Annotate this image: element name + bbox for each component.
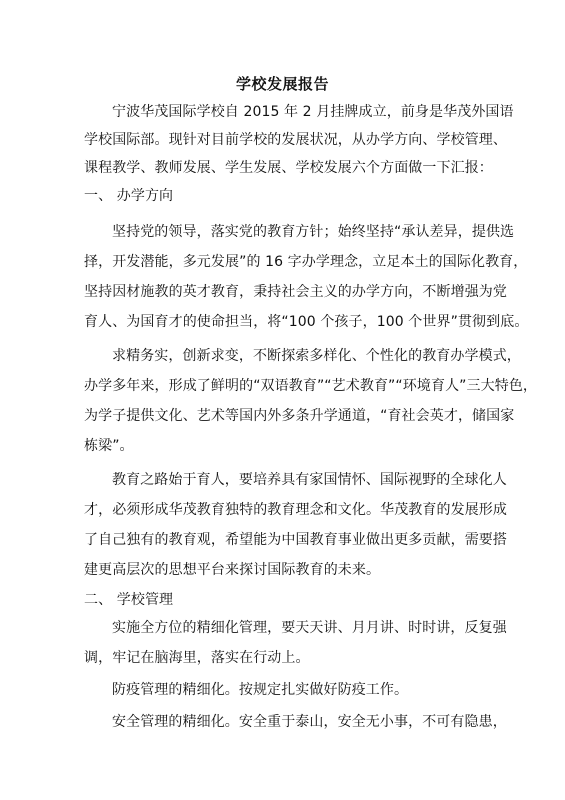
paragraph-line: 教育之路始于育人，要培养具有家国情怀、国际视野的全球化人 xyxy=(112,472,507,488)
paragraph-line: 为学子提供文化、艺术等国内外多条升学通道，“育社会英才，储国家 xyxy=(84,408,515,424)
paragraph-line: 栋梁”。 xyxy=(84,438,134,454)
paragraph-line: 坚持因材施教的英才教育，秉持社会主义的办学方向，不断增强为党 xyxy=(84,284,507,300)
paragraph-line: 办学多年来，形成了鲜明的“双语教育”“艺术教育”“环境育人”三大特色， xyxy=(84,378,538,394)
paragraph-line: 建更高层次的思想平台来探讨国际教育的未来。 xyxy=(84,562,381,578)
paragraph-line: 才，必须形成华茂教育独特的教育理念和文化。华茂教育的发展形成 xyxy=(84,502,507,518)
paragraph-line: 择，开发潜能，多元发展”的 16 字办学理念，立足本土的国际化教育， xyxy=(84,254,528,270)
paragraph-line: 实施全方位的精细化管理，要天天讲、月月讲、时时讲，反复强 xyxy=(112,620,507,636)
paragraph-line: 安全管理的精细化。安全重于泰山，安全无小事，不可有隐患， xyxy=(112,714,507,730)
paragraph-line: 了自己独有的教育观，希望能为中国教育事业做出更多贡献，需要搭 xyxy=(84,532,507,548)
page-title: 学校发展报告 xyxy=(235,75,329,93)
paragraph-line: 求精务实，创新求变，不断探索多样化、个性化的教育办学模式， xyxy=(112,348,521,364)
paragraph-line: 调，牢记在脑海里，落实在行动上。 xyxy=(84,650,310,666)
paragraph-line: 育人、为国育才的使命担当，将“100 个孩子，100 个世界”贯彻到底。 xyxy=(84,314,529,330)
section-heading: 一、 办学方向 xyxy=(84,188,174,204)
paragraph-line: 防疫管理的精细化。按规定扎实做好防疫工作。 xyxy=(112,682,409,698)
paragraph-line: 课程教学、教师发展、学生发展、学校发展六个方面做一下汇报： xyxy=(84,160,493,176)
section-heading: 二、 学校管理 xyxy=(84,592,174,608)
paragraph-line: 宁波华茂国际学校自 2015 年 2 月挂牌成立，前身是华茂外国语 xyxy=(112,104,514,120)
paragraph-line: 坚持党的领导，落实党的教育方针；始终坚持“承认差异，提供选 xyxy=(112,224,515,240)
paragraph-line: 学校国际部。现针对目前学校的发展状况，从办学方向、学校管理、 xyxy=(84,132,507,148)
